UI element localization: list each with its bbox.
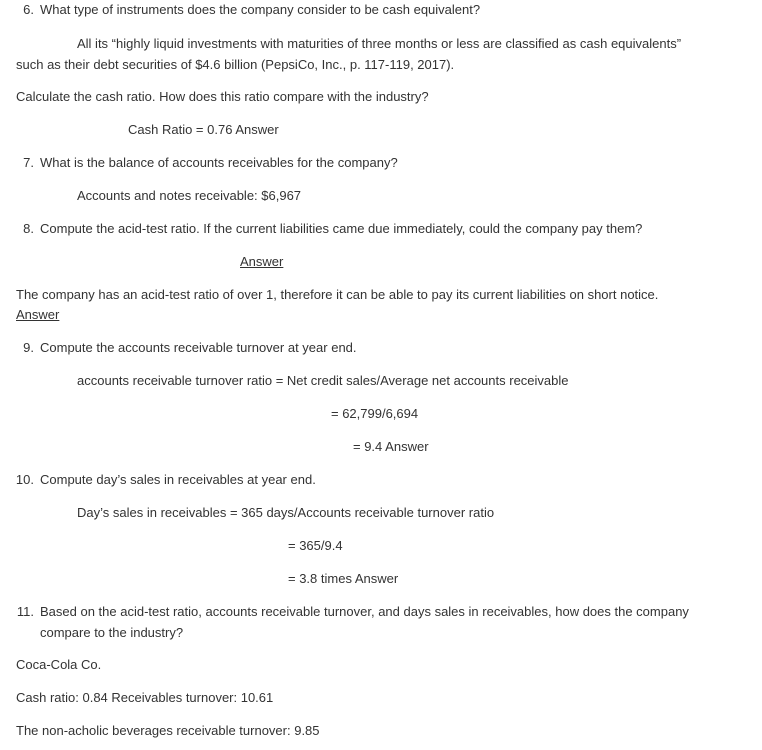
q11-question-line1: Based on the acid-test ratio, accounts receivable turnover, and days sales in receivables, how does the company xyxy=(40,604,689,619)
q7-question: What is the balance of accounts receivables for the company? xyxy=(40,155,398,170)
q9-step1: = 62,799/6,694 xyxy=(331,406,419,421)
q11-company: Coca-Cola Co. xyxy=(16,657,102,672)
q9-number: 9. xyxy=(23,340,34,355)
q10-number: 10. xyxy=(15,472,34,487)
q9-step2: = 9.4 Answer xyxy=(353,439,429,454)
q8-explanation: The company has an acid-test ratio of over 1, therefore it can be able to pay its current liabilities on short notice. xyxy=(16,287,659,302)
q11-question-line2: compare to the industry? xyxy=(40,625,184,640)
q8-number: 8. xyxy=(23,221,34,236)
q6-subquestion: Calculate the cash ratio. How does this ratio compare with the industry? xyxy=(16,89,429,104)
q10-step1: = 365/9.4 xyxy=(288,538,343,553)
q8-answer-link-2[interactable]: Answer xyxy=(16,307,60,322)
q6-question: What type of instruments does the company consider to be cash equivalent? xyxy=(40,2,481,17)
q11-number: 11. xyxy=(16,604,34,619)
q9-question: Compute the accounts receivable turnover at year end. xyxy=(40,340,357,355)
q7-number: 7. xyxy=(23,155,34,170)
q11-industry: The non-acholic beverages receivable turnover: 9.85 xyxy=(16,723,320,738)
q10-step2: = 3.8 times Answer xyxy=(288,571,399,586)
q6-cash-ratio: Cash Ratio = 0.76 Answer xyxy=(128,122,279,137)
q8-question: Compute the acid-test ratio. If the current liabilities came due immediately, could the company pay them? xyxy=(40,221,643,236)
q11-ratios: Cash ratio: 0.84 Receivables turnover: 10.61 xyxy=(16,690,274,705)
q6-answer-line2: such as their debt securities of $4.6 billion (PepsiCo, Inc., p. 117-119, 2017). xyxy=(16,57,455,72)
q10-formula: Day’s sales in receivables = 365 days/Accounts receivable turnover ratio xyxy=(77,505,495,520)
q6-number: 6. xyxy=(23,2,34,17)
q9-formula: accounts receivable turnover ratio = Net credit sales/Average net accounts receivable xyxy=(77,373,569,388)
q6-answer-line1: All its “highly liquid investments with maturities of three months or less are classified as cash equivalents” xyxy=(77,36,682,51)
q8-answer-link[interactable]: Answer xyxy=(240,254,284,269)
q7-answer: Accounts and notes receivable: $6,967 xyxy=(77,188,302,203)
q10-question: Compute day’s sales in receivables at year end. xyxy=(40,472,316,487)
